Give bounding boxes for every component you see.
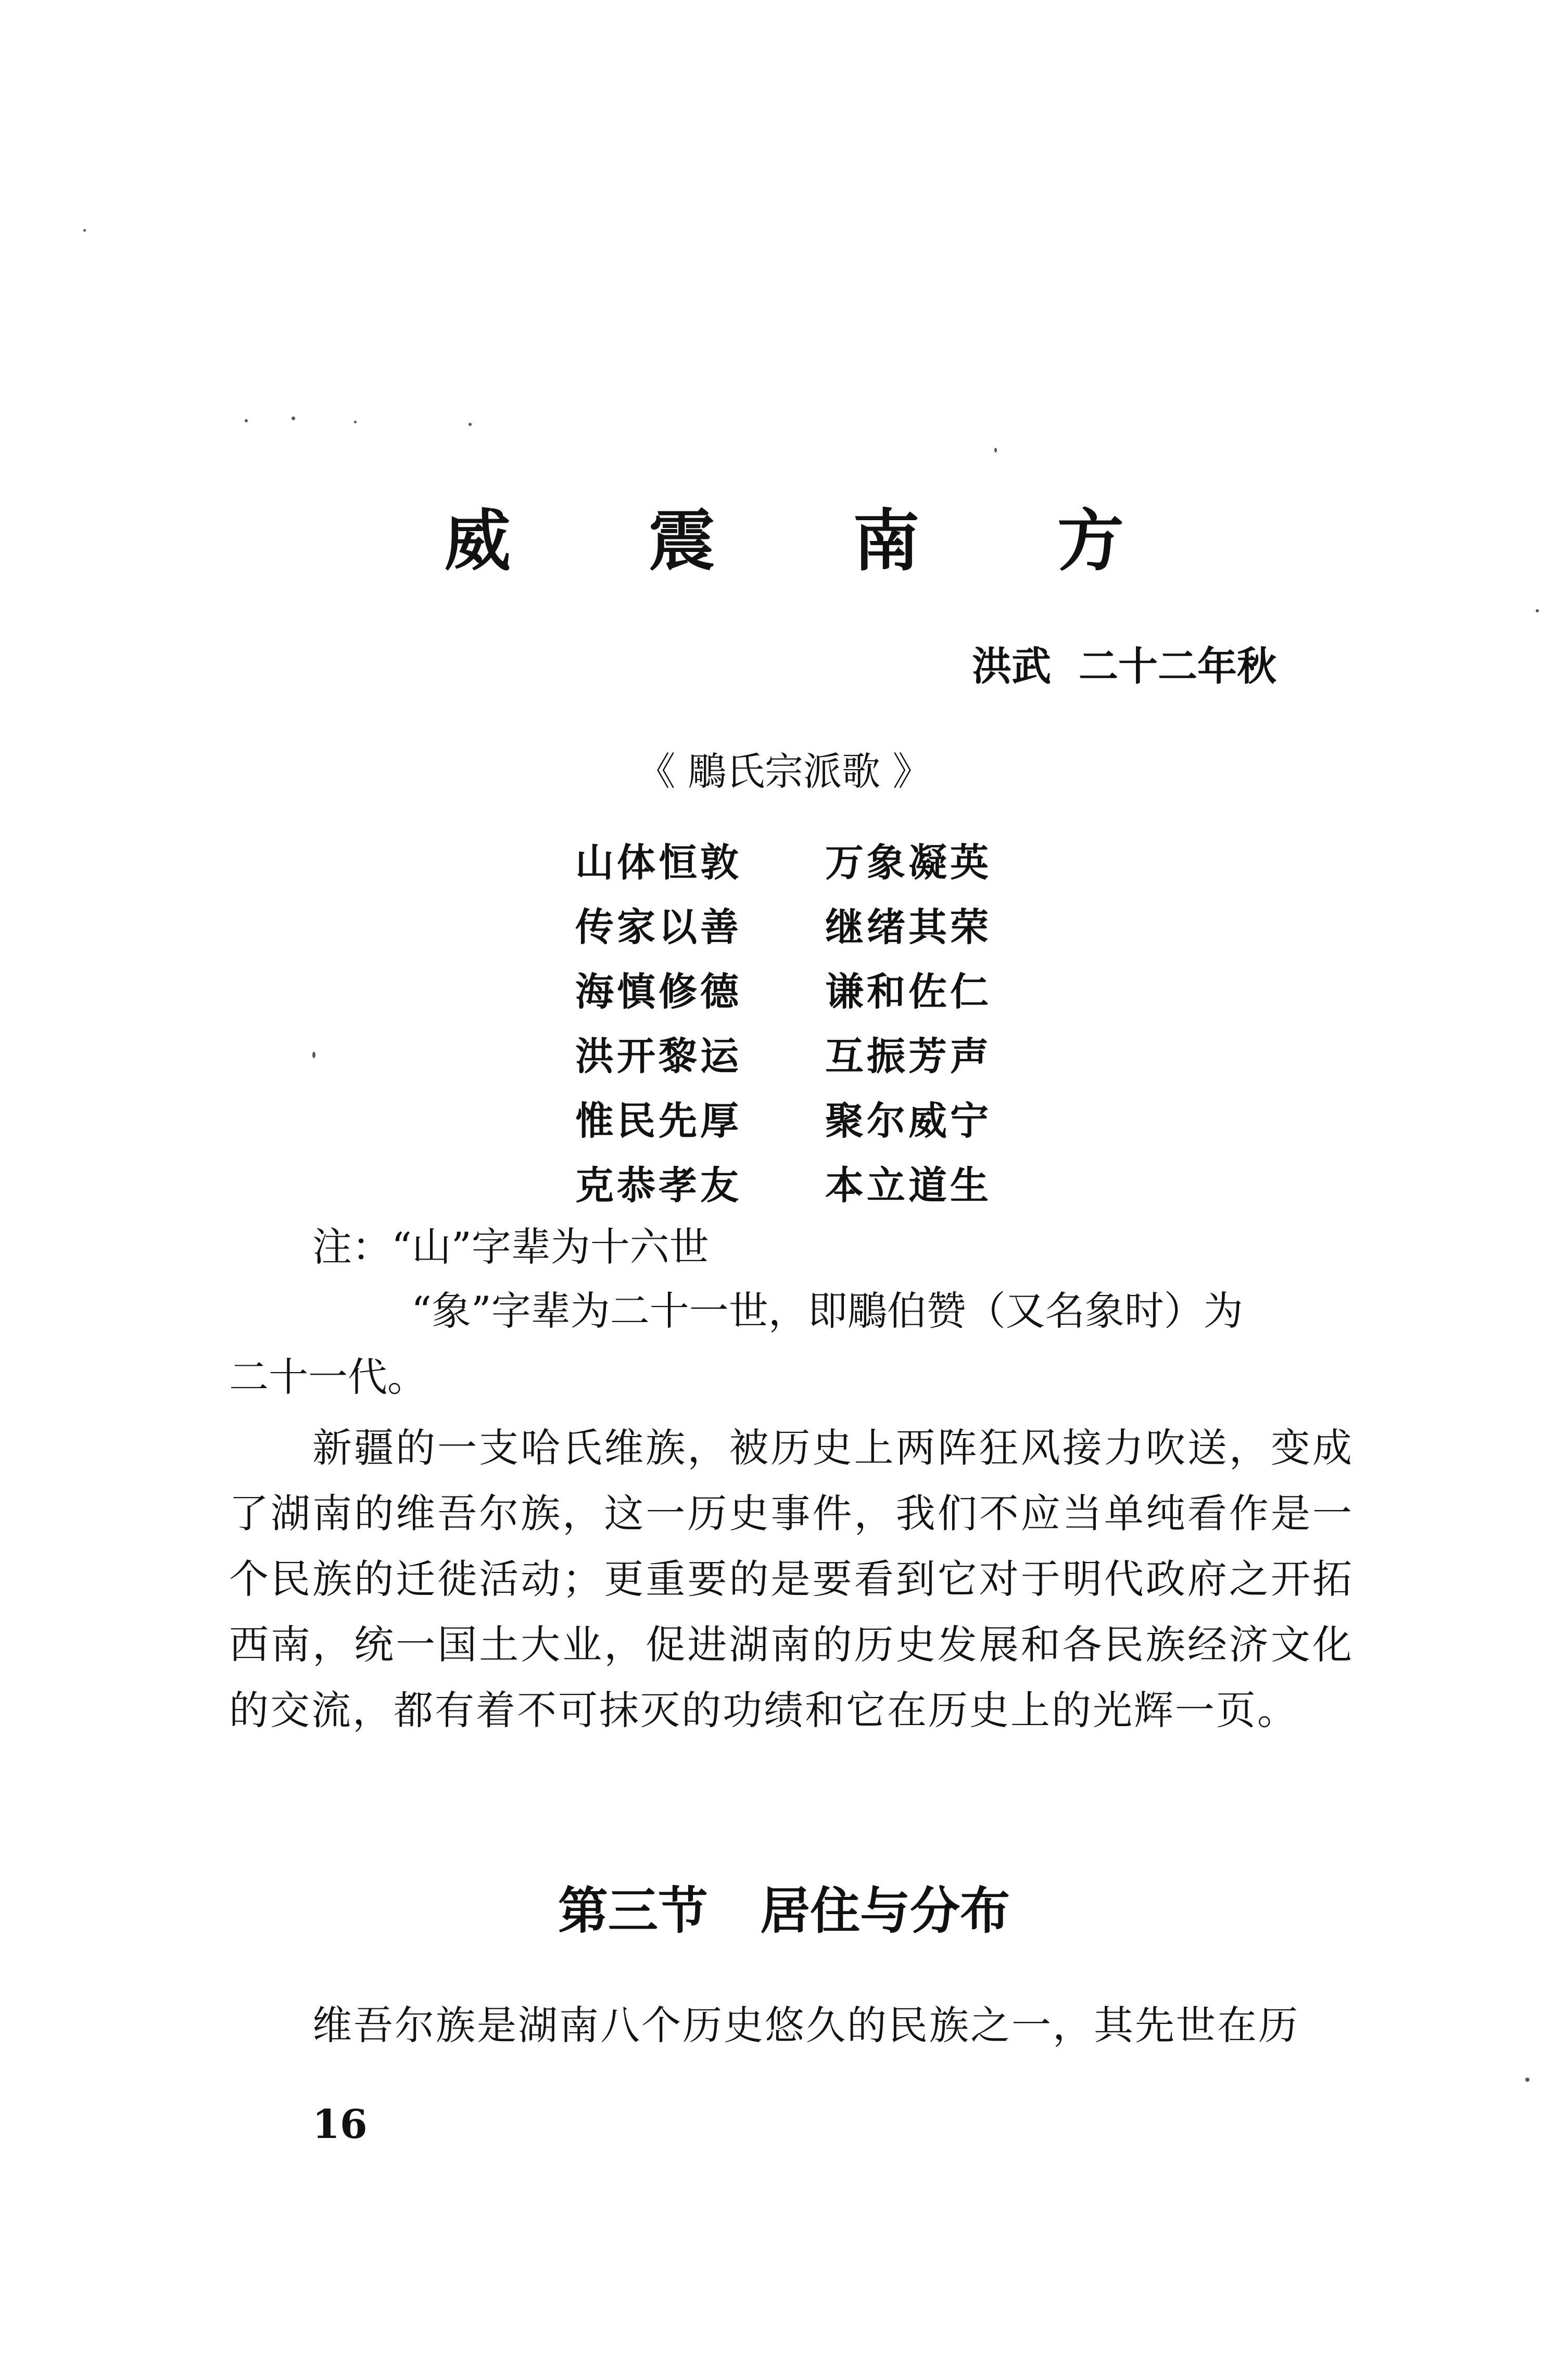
poem-line: 传家以善 (575, 905, 742, 950)
poem-row (575, 1089, 1075, 1153)
scan-speck (1525, 2078, 1529, 2082)
note-line-1: 注：“山”字辈为十六世 (312, 1224, 709, 1270)
poem-line: 谦和佐仁 (825, 970, 992, 1014)
poem-row (575, 960, 1075, 1024)
note-line-3: 二十一代。 (229, 1354, 427, 1400)
scan-speck (1536, 609, 1539, 612)
poem-row (575, 1024, 1075, 1089)
scan-speck (312, 1052, 315, 1058)
poem (575, 831, 1075, 1218)
poem-line: 互振芳声 (825, 1034, 992, 1079)
poem-line: 继绪其荣 (825, 905, 992, 950)
poem-line: 海慎修德 (575, 970, 742, 1014)
section-heading: 第三节 居住与分布 (558, 1882, 1010, 1940)
poem-line: 山体恒敦 (575, 840, 742, 885)
poem-row (575, 1153, 1075, 1218)
poem-line: 洪开黎运 (575, 1034, 742, 1079)
poem-title: 《 鵰氏宗派歌 》 (637, 749, 931, 794)
poem-line: 万象凝英 (825, 840, 992, 885)
chapter-title: 威 震 南 方 (444, 502, 1181, 580)
dateline: 洪武 二十二年秋 (972, 643, 1276, 689)
scan-speck (469, 423, 472, 426)
scan-speck (354, 421, 357, 423)
page-number: 16 (312, 2101, 368, 2147)
poem-row (575, 831, 1075, 895)
scan-speck (292, 417, 295, 420)
scan-speck (245, 419, 248, 422)
scan-speck (994, 448, 997, 452)
scan-speck (83, 229, 86, 232)
body-paragraph: 新疆的一支哈氏维族，被历史上两阵狂风接力吹送，变成了湖南的维吾尔族，这一历史事件，我们不应当单纯看作是一个民族的迁徙活动；更重要的是要看到它对于明代政府之开拓西南，统一国土大业，促进湖南的历史发展和各民族经济文化的交流，都有着不可抹灭的功绩和它在历史上的光辉一页。 (229, 1425, 1354, 1733)
poem-line: 聚尔威宁 (825, 1099, 992, 1143)
body-paragraph-2: 维吾尔族是湖南八个历史悠久的民族之一，其先世在历 (312, 2002, 1299, 2048)
poem-line: 本立道生 (825, 1163, 992, 1208)
poem-line: 克恭孝友 (575, 1163, 742, 1208)
note-line-2: “象”字辈为二十一世，即鵰伯赞（又名象时）为 (411, 1288, 1243, 1334)
poem-row (575, 895, 1075, 960)
poem-line: 惟民先厚 (575, 1099, 742, 1143)
